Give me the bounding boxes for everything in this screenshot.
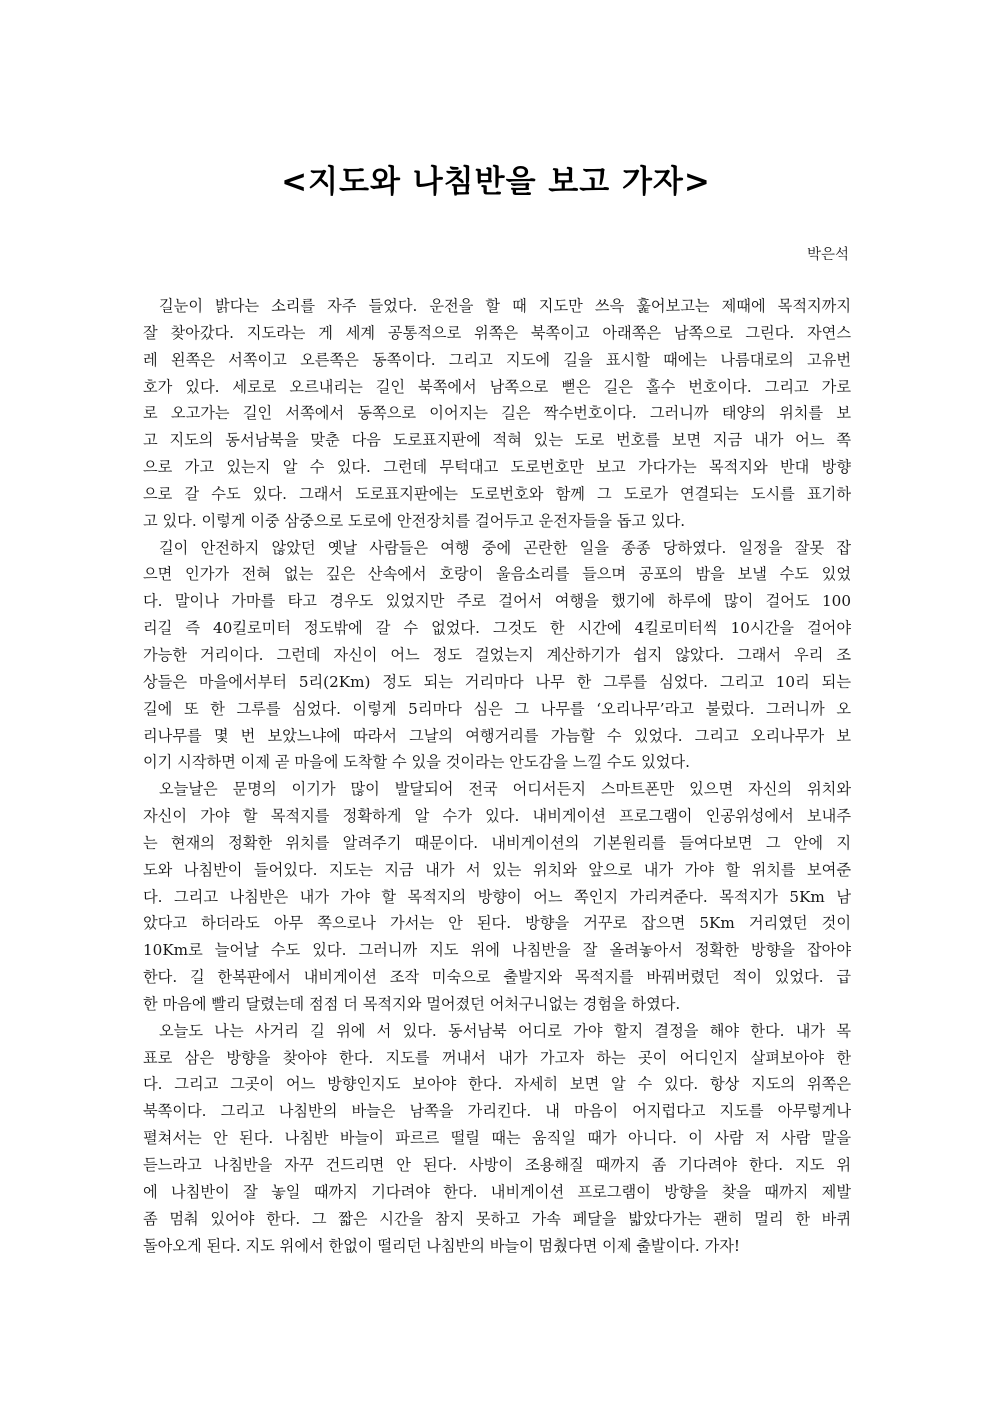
- text-line: 펼쳐서는 안 된다. 나침반 바늘이 파르르 떨릴 때는 움직일 때가 아니다. 이 사람 저 사람 말을: [143, 1129, 851, 1148]
- text-line: 10Km로 늘어날 수도 있다. 그러니까 지도 위에 나침반을 잘 올려놓아서 정확한 방향을 잡아야: [143, 941, 851, 960]
- text-line: 고 있다. 이렇게 이중 삼중으로 도로에 안전장치를 걸어두고 운전자들을 돕고 있다.: [143, 511, 686, 530]
- text-line: 고 지도의 동서남북을 맞춘 다음 도로표지판에 적혀 있는 도로 번호를 보면 지금 내가 어느 쪽: [143, 431, 851, 450]
- text-line: 는 현재의 정확한 위치를 알려주기 때문이다. 내비게이션의 기본원리를 들여다보면 그 안에 지: [143, 833, 851, 852]
- text-line: 리길 즉 40킬로미터 정도밖에 갈 수 없었다. 그것도 한 시간에 4킬로미터씩 10시간을 걸어야: [143, 619, 851, 638]
- paragraph: [143, 535, 851, 777]
- text-line: 다. 그리고 그곳이 어느 방향인지도 보아야 한다. 자세히 보면 알 수 있다. 항상 지도의 위쪽은: [143, 1075, 851, 1094]
- text-line: 북쪽이다. 그리고 나침반의 바늘은 남쪽을 가리킨다. 내 마음이 어지럽다고 지도를 아무렇게나: [143, 1102, 851, 1121]
- text-line: 으로 가고 있는지 알 수 있다. 그런데 무턱대고 도로번호만 보고 가다가는 목적지와 반대 방향: [143, 458, 851, 477]
- text-line: 다. 그리고 나침반은 내가 가야 할 목적지의 방향이 어느 쪽인지 가리켜준다. 목적지가 5Km 남: [143, 887, 851, 906]
- document-title: <지도와 나침반을 보고 가자>: [281, 164, 711, 200]
- text-line: 상들은 마을에서부터 5리(2Km) 정도 되는 거리마다 나무 한 그루를 심었다. 그리고 10리 되는: [143, 672, 851, 691]
- text-line: 길눈이 밝다는 소리를 자주 들었다. 운전을 할 때 지도만 쓰윽 훑어보고는 제때에 목적지까지: [159, 297, 851, 315]
- text-line: 로 오고가는 길인 서쪽에서 동쪽으로 이어지는 길은 짝수번호이다. 그러니까 태양의 위치를 보: [143, 404, 851, 423]
- text-line: 레 왼쪽은 서쪽이고 오른쪽은 동쪽이다. 그리고 지도에 길을 표시할 때에는 나름대로의 고유번: [143, 350, 851, 369]
- author-name: 박은석: [806, 247, 849, 263]
- text-line: 한다. 길 한복판에서 내비게이션 조작 미숙으로 출발지와 목적지를 바꿔버렸던 적이 있었다. 급: [143, 968, 851, 987]
- text-line: 오늘도 나는 사거리 길 위에 서 있다. 동서남북 어디로 가야 할지 결정을 해야 한다. 내가 목: [159, 1021, 851, 1040]
- paragraph: [143, 293, 851, 535]
- text-line: 잘 찾아갔다. 지도라는 게 세계 공통적으로 위쪽은 북쪽이고 아래쪽은 남쪽으로 그린다. 자연스: [143, 323, 851, 342]
- text-line: 표로 삼은 방향을 찾아야 한다. 지도를 꺼내서 내가 가고자 하는 곳이 어디인지 살펴보아야 한: [143, 1048, 851, 1067]
- text-line: 가능한 거리이다. 그런데 자신이 어느 정도 걸었는지 계산하기가 쉽지 않았다. 그래서 우리 조: [143, 645, 851, 664]
- text-line: 에 나침반이 잘 놓일 때까지 기다려야 한다. 내비게이션 프로그램이 방향을 찾을 때까지 제발: [143, 1182, 851, 1201]
- text-line: 았다고 하더라도 아무 쪽으로나 가서는 안 된다. 방향을 거꾸로 잡으면 5Km 거리였던 것이: [143, 914, 851, 933]
- text-line: 도와 나침반이 들어있다. 지도는 지금 내가 서 있는 위치와 앞으로 내가 가야 할 위치를 보여준: [143, 860, 851, 879]
- text-line: 돌아오게 된다. 지도 위에서 한없이 떨리던 나침반의 바늘이 멈췄다면 이제 출발이다. 가자!: [143, 1236, 741, 1255]
- text-line: 다. 말이나 가마를 타고 경우도 있었지만 주로 걸어서 여행을 했기에 하루에 많이 걸어도 100: [143, 592, 851, 611]
- text-line: 으면 인가가 전혀 없는 깊은 산속에서 호랑이 울음소리를 들으며 공포의 밤을 보낼 수도 있었: [143, 565, 851, 584]
- text-line: 길에 또 한 그루를 심었다. 이렇게 5리마다 심은 그 나무를 ‘오리나무’라고 불렀다. 그러니까 오: [143, 699, 851, 718]
- text-line: 이기 시작하면 이제 곧 마을에 도착할 수 있을 것이라는 안도감을 느낄 수도 있었다.: [143, 753, 690, 772]
- text-line: 듣느라고 나침반을 자꾸 건드리면 안 된다. 사방이 조용해질 때까지 좀 기다려야 한다. 지도 위: [143, 1156, 851, 1174]
- text-line: 호가 있다. 세로로 오르내리는 길인 북쪽에서 남쪽으로 뻗은 길은 홀수 번호이다. 그리고 가로: [143, 377, 851, 396]
- paragraph: [143, 1018, 851, 1260]
- text-line: 리나무를 몇 번 보았느냐에 따라서 그날의 여행거리를 가늠할 수 있었다. 그리고 오리나무가 보: [143, 726, 851, 745]
- text-line: 길이 안전하지 않았던 옛날 사람들은 여행 중에 곤란한 일을 종종 당하였다. 일정을 잘못 잡: [159, 538, 851, 557]
- document-body: [143, 293, 851, 1259]
- paragraph: [143, 776, 851, 1018]
- text-line: 한 마음에 빨리 달렸는데 점점 더 목적지와 멀어졌던 어처구니없는 경험을 하였다.: [143, 994, 681, 1013]
- text-line: 오늘날은 문명의 이기가 많이 발달되어 전국 어디서든지 스마트폰만 있으면 자신의 위치와: [159, 780, 851, 799]
- text-line: 으로 갈 수도 있다. 그래서 도로표지판에는 도로번호와 함께 그 도로가 연결되는 도시를 표기하: [143, 484, 851, 503]
- text-line: 자신이 가야 할 목적지를 정확하게 알 수가 있다. 내비게이션 프로그램이 인공위성에서 보내주: [143, 807, 851, 826]
- text-line: 좀 멈춰 있어야 한다. 그 짧은 시간을 참지 못하고 가속 페달을 밟았다가는 괜히 멀리 한 바퀴: [143, 1209, 851, 1228]
